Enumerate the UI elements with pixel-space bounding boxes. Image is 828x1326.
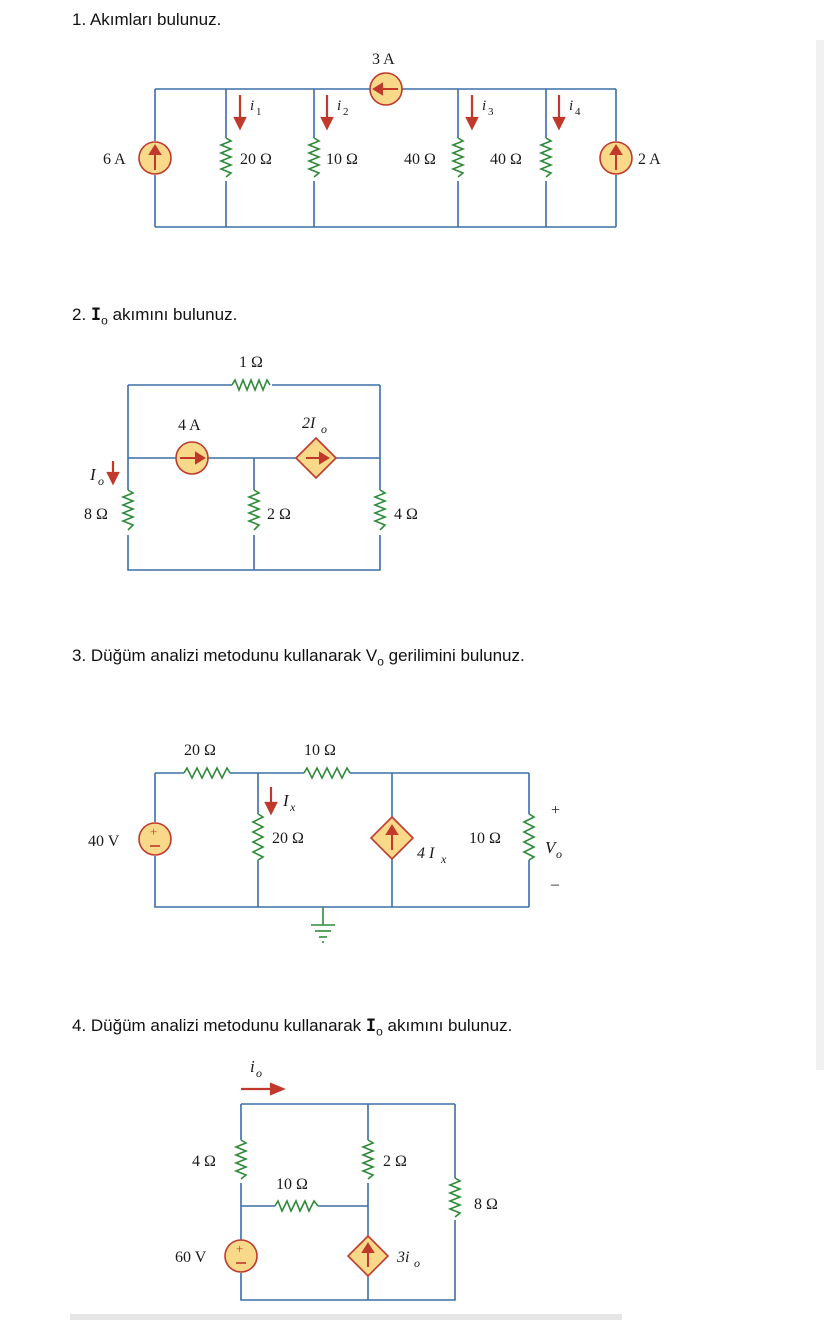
label-ix: I (283, 791, 289, 810)
label-i4-sub: 4 (575, 106, 581, 118)
problem-4-title: 4. Düğüm analizi metodunu kullanarak $I_o$ akımını bulunuz. (72, 1016, 513, 1039)
scrollbar[interactable] (816, 40, 824, 1070)
plus-icon: + (150, 824, 158, 839)
label-r1: 20 Ω (240, 151, 272, 168)
label-r-right: 10 Ω (469, 830, 501, 847)
label-io-sub: o (256, 1066, 262, 1080)
label-r-right: 4 Ω (394, 506, 418, 523)
label-3a: 3 A (372, 51, 395, 68)
label-i1: i (250, 98, 255, 114)
label-i3: i (482, 98, 487, 114)
label-dep-src-sub: o (321, 422, 327, 436)
problem-3-title: 3. Düğüm analizi metodunu kullanarak $V_o$ gerilimini bulunuz. (72, 646, 525, 669)
label-io-sub: o (98, 474, 104, 488)
label-dep-src-sub: o (414, 1256, 420, 1270)
label-6a: 6 A (103, 151, 126, 168)
label-r-left: 8 Ω (84, 506, 108, 523)
label-r-8: 8 Ω (474, 1196, 498, 1213)
label-2a: 2 A (638, 151, 661, 168)
label-60v: 60 V (175, 1249, 207, 1266)
label-r-4: 4 Ω (192, 1153, 216, 1170)
label-r-mid: 2 Ω (267, 506, 291, 523)
label-minus: – (551, 876, 559, 893)
label-ix-sub: x (290, 800, 296, 814)
current-arrow-io (241, 1084, 283, 1094)
dependent-current-source-3io (348, 1236, 388, 1276)
label-vo: V (545, 838, 556, 857)
label-vo-sub: o (556, 847, 562, 861)
label-i2-sub: 2 (343, 106, 349, 118)
problem-1-title: 1. Akımları bulunuz. (72, 10, 222, 29)
resistor-10-ohm (275, 1201, 318, 1211)
circuit-4-wires (241, 1104, 455, 1300)
label-dep-src: 3i (397, 1249, 410, 1266)
label-io: I (90, 465, 96, 484)
label-r-top: 1 Ω (239, 354, 263, 371)
problem-2-title: 2. $I_o$ akımını bulunuz. (72, 305, 238, 328)
label-i3-sub: 3 (488, 106, 494, 118)
label-r-top2: 10 Ω (304, 742, 336, 759)
label-io: i (250, 1057, 255, 1076)
resistor-8-ohm (450, 1178, 460, 1217)
label-4a: 4 A (178, 417, 201, 434)
label-r3: 40 Ω (404, 151, 436, 168)
resistor-2-ohm (363, 1140, 373, 1179)
voltage-source-60v (225, 1240, 257, 1272)
label-r2: 10 Ω (326, 151, 358, 168)
label-plus: + (551, 802, 561, 819)
bottom-divider (70, 1314, 622, 1320)
label-dep-src: 2I (302, 415, 316, 432)
label-r4: 40 Ω (490, 151, 522, 168)
label-40v: 40 V (88, 833, 120, 850)
label-dep-src-sub: x (441, 852, 447, 866)
label-i2: i (337, 98, 342, 114)
label-r-mid: 20 Ω (272, 830, 304, 847)
label-r-2: 2 Ω (383, 1153, 407, 1170)
label-i4: i (569, 98, 574, 114)
label-dep-src: 4 I (417, 845, 435, 862)
plus-icon: + (236, 1241, 244, 1256)
resistor-4-ohm (236, 1140, 246, 1179)
label-r-top1: 20 Ω (184, 742, 216, 759)
label-i1-sub: 1 (256, 106, 262, 118)
label-r-10: 10 Ω (276, 1176, 308, 1193)
